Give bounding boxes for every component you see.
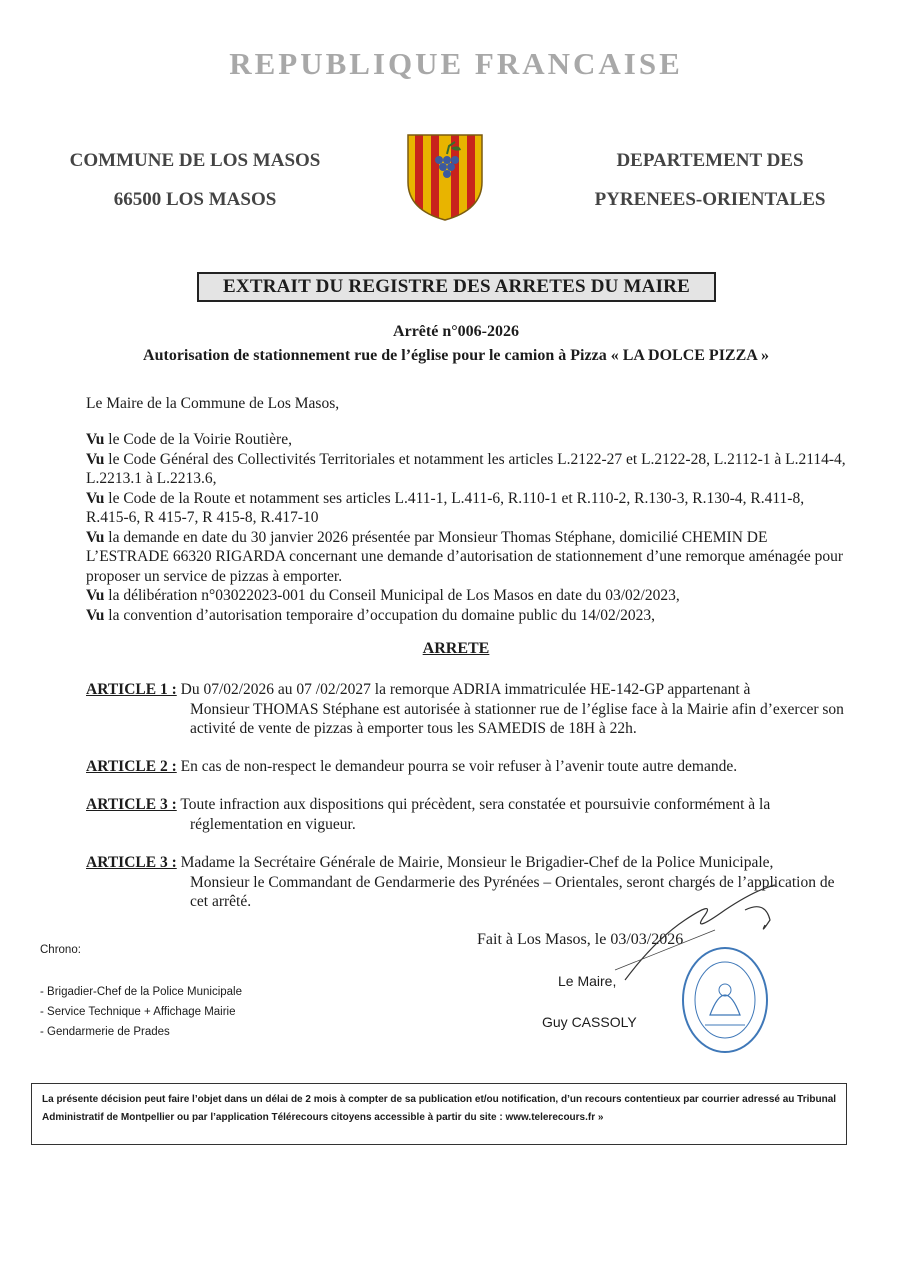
coat-of-arms-icon (405, 132, 485, 222)
commune-postal: 66500 LOS MASOS (113, 189, 277, 210)
article-text-continued: Monsieur THOMAS Stéphane est autorisée à stationner rue de l’église face à la Mairie afin d’exercer son activité de vente de pizzas à emporter tous les SAMEDIS de 18H à 22h. (190, 700, 844, 737)
article-text-continued: Monsieur le Commandant de Gendarmerie des Pyrénées – Orientales, seront chargés de l’application de cet arrêté. (190, 873, 835, 910)
vu-text: la délibération n°03022023-001 du Conseil Municipal de Los Masos en date du 03/02/2023, (104, 587, 680, 604)
legal-notice: La présente décision peut faire l’objet dans un délai de 2 mois à compter de sa publication et/ou notification, d’un recours contentieux par courrier adressé au Tribunal Administratif de Montpellier ou par l’application Télérecours citoyens accessible à partir du site : www.telerecours.fr » (42, 1094, 837, 1123)
arrete-number: Arrêté n°006-2026 (393, 323, 519, 340)
register-title: EXTRAIT DU REGISTRE DES ARRETES DU MAIRE (197, 272, 716, 302)
vu-item (86, 430, 846, 450)
commune-name: COMMUNE DE LOS MASOS (69, 150, 321, 171)
signatory-name: Guy CASSOLY (542, 1014, 637, 1030)
article-label: ARTICLE 2 : (86, 758, 177, 775)
vu-label: Vu (86, 489, 105, 507)
article-label: ARTICLE 3 : (86, 854, 177, 871)
vu-label: Vu (86, 528, 105, 546)
vu-item (86, 489, 846, 528)
vu-label: Vu (86, 431, 105, 448)
chrono-item: - Brigadier-Chef de la Police Municipale (40, 986, 242, 998)
department-name: PYRENEES-ORIENTALES (594, 189, 826, 210)
vu-label: Vu (86, 606, 105, 624)
article-text-continued: réglementation en vigueur. (190, 815, 356, 833)
vu-item (86, 528, 846, 587)
commune-block (40, 141, 350, 219)
vu-item (86, 450, 846, 489)
article-3 (86, 795, 846, 834)
vu-text: le Code de la Route et notamment ses articles L.411-1, L.411-6, R.110-1 et R.110-2, R.130-3, R.130-4, R.411-8, R.415-6, R 415-7, R 415-8, R.417-10 (86, 489, 805, 526)
mayor-intro: Le Maire de la Commune de Los Masos, (86, 395, 340, 412)
place-date: Fait à Los Masos, le 03/03/2026 (477, 931, 684, 948)
arrete-heading: ARRETE (422, 640, 490, 657)
article-label: ARTICLE 3 : (86, 796, 177, 813)
vu-text: la demande en date du 30 janvier 2026 présentée par Monsieur Thomas Stéphane, domicilié CHEMIN DE L’ESTRADE 66320 RIGARDA concernant une demande d’autorisation de stationnement d’une remorque aménagée pour proposer un service de pizzas à emporter. (86, 528, 843, 585)
signatory-title: Le Maire, (558, 973, 617, 989)
article-text: Madame la Secrétaire Générale de Mairie, Monsieur le Brigadier-Chef de la Police Municipale, (176, 854, 774, 871)
vu-label: Vu (86, 450, 105, 468)
article-label: ARTICLE 1 : (86, 681, 177, 698)
chrono-item: - Gendarmerie de Prades (40, 1026, 170, 1038)
article-2 (86, 757, 846, 777)
article-text: Toute infraction aux dispositions qui précèdent, sera constatée et poursuivie conformément à la (176, 796, 771, 813)
chrono-list (40, 982, 242, 1042)
vu-label: Vu (86, 587, 105, 604)
republic-title: REPUBLIQUE FRANCAISE (229, 46, 683, 81)
vu-item (86, 586, 846, 606)
vu-text: le Code de la Voirie Routière, (104, 431, 292, 448)
department-label: DEPARTEMENT DES (616, 150, 804, 171)
article-text: Du 07/02/2026 au 07 /02/2027 la remorque ADRIA immatriculée HE-142-GP appartenant à (176, 681, 751, 698)
vu-text: la convention d’autorisation temporaire d’occupation du domaine public du 14/02/2023, (104, 606, 655, 624)
article-1 (86, 680, 846, 739)
department-block (565, 141, 855, 219)
vu-item (86, 606, 846, 626)
vu-text: le Code Général des Collectivités Territoriales et notamment les articles L.2122-27 et L.2122-28, L.2112-1 à L.2114-4, L.2213.1 à L.2213.6, (86, 450, 846, 487)
chrono-title: Chrono: (40, 944, 81, 956)
vu-list (86, 430, 846, 625)
chrono-item: - Service Technique + Affichage Mairie (40, 1006, 236, 1018)
mairie-stamp (680, 945, 770, 1055)
article-text: En cas de non-respect le demandeur pourra se voir refuser à l’avenir toute autre demande. (176, 758, 738, 775)
arrete-subject: Autorisation de stationnement rue de l’église pour le camion à Pizza « LA DOLCE PIZZA » (143, 347, 769, 364)
